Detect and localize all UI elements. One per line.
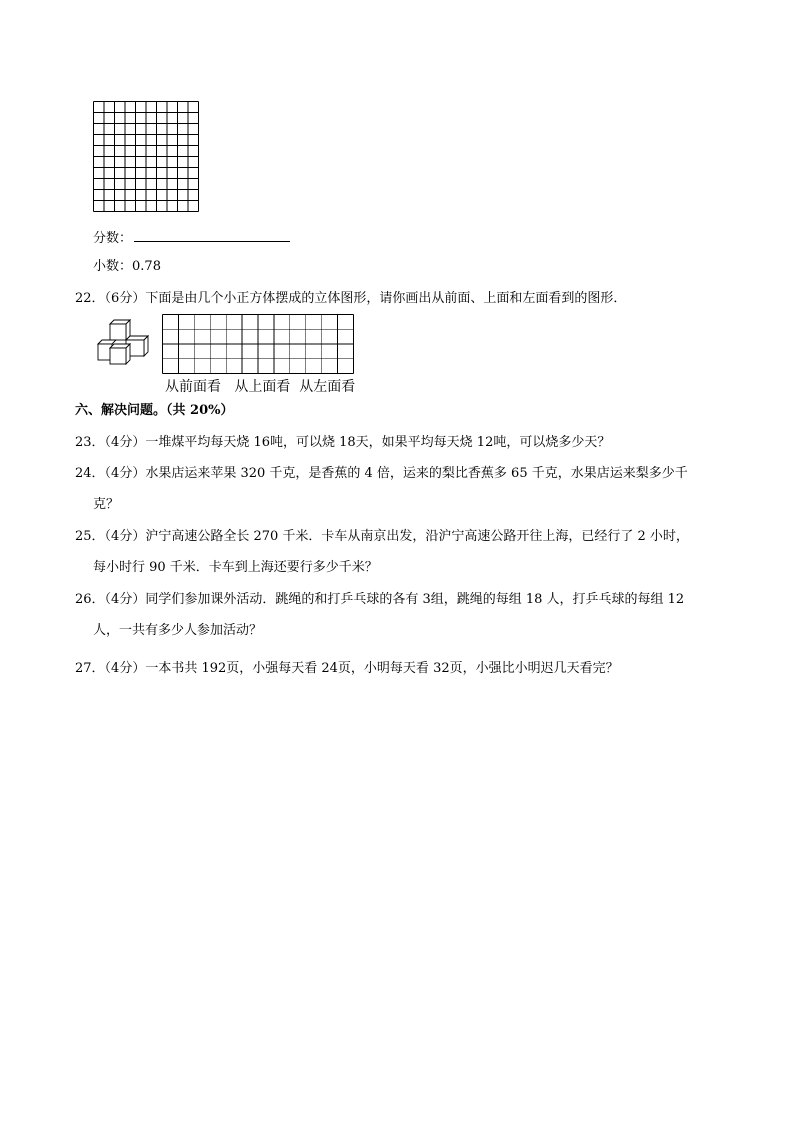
- decimal-row: [93, 258, 161, 276]
- question-24-line-2: 克？: [93, 497, 120, 512]
- view-labels: [165, 378, 355, 396]
- fraction-answer-blank[interactable]: [134, 229, 290, 242]
- cube-stack-figure: [92, 318, 156, 368]
- question-22-text: 22．（6分）下面是由几个小正方体摆成的立体图形，请你画出从前面、上面和左面看到的图形．: [75, 291, 627, 306]
- view-label-left: 从左面看: [299, 379, 356, 395]
- question-27-line-1: 27．（4分）一本书共 192页，小强每天看 24页，小明每天看 32页，小强比小明迟几天看完？: [75, 661, 619, 676]
- question-24-line-1: 24．（4分）水果店运来苹果 320 千克，是香蕉的 4 倍，运来的梨比香蕉多 65 千克，水果店运来梨多少千: [75, 466, 688, 481]
- section-6-title: 六、解决问题。（共 20%）: [75, 403, 234, 418]
- question-26-line-1: 26．（4分）同学们参加课外活动．跳绳的和打乒乓球的各有 3组，跳绳的每组 18 人，打乒乓球的每组 12: [75, 592, 685, 607]
- fraction-answer-row: [93, 229, 290, 248]
- decimal-value: 0.78: [132, 259, 161, 274]
- question-25-line-2: 每小时行 90 千米．卡车到上海还要行多少千米？: [93, 560, 378, 575]
- question-26-line-2: 人，一共有多少人参加活动？: [93, 623, 263, 638]
- views-drawing-grid: [162, 314, 354, 374]
- fraction-label: 分数：: [93, 231, 133, 246]
- question-25-line-1: 25．（4分）沪宁高速公路全长 270 千米．卡车从南京出发，沿沪宁高速公路开往上海，已经行了 2 小时，: [75, 529, 689, 544]
- view-label-front: 从前面看: [165, 379, 221, 395]
- question-23-line-1: 23．（4分）一堆煤平均每天烧 16吨，可以烧 18天，如果平均每天烧 12吨，可以烧多少天？: [75, 435, 611, 450]
- view-label-top: 从上面看: [234, 379, 291, 395]
- decimal-label: 小数：: [93, 259, 133, 274]
- decimal-grid-10x10: [93, 101, 199, 212]
